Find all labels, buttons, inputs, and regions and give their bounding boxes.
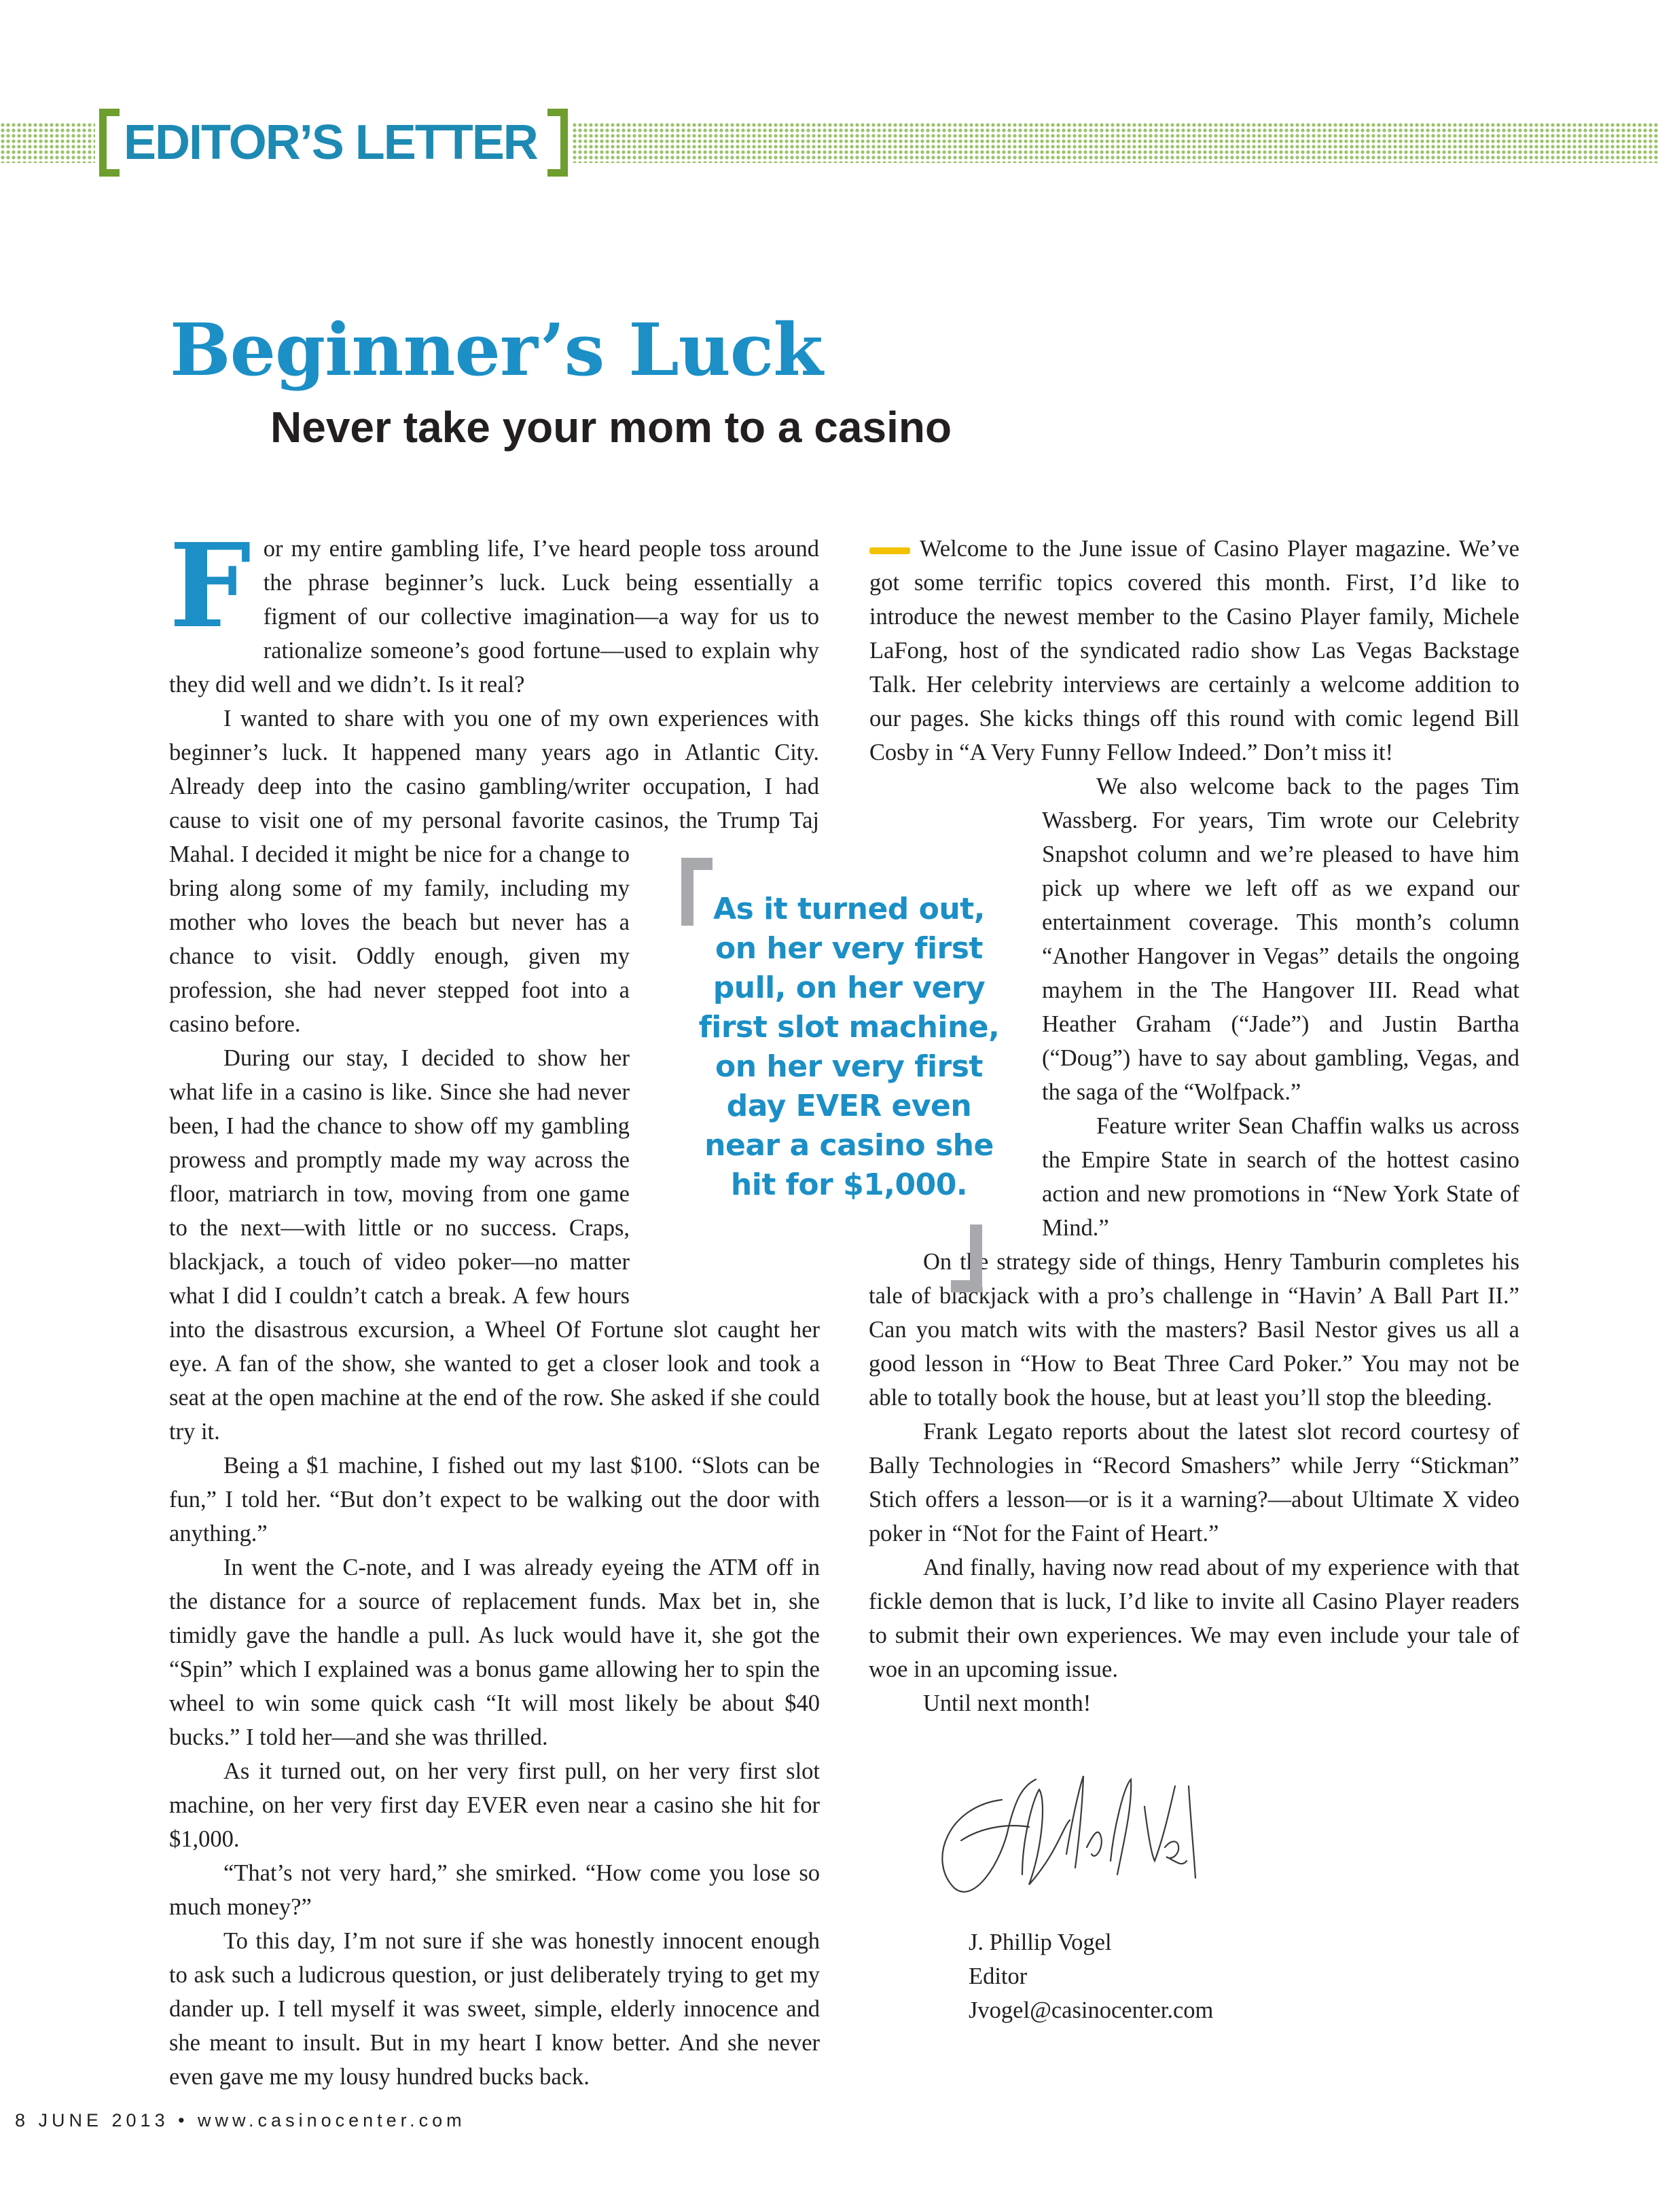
section-header — [0, 109, 1658, 177]
float-spacer — [819, 532, 820, 837]
body-paragraph: Being a $1 machine, I fished out my last $100. “Slots can be fun,” I told her. “But don’t expect to be walking out the door with anything.” — [169, 1453, 820, 1546]
body-paragraph: As it turned out, on her very first pull, on her very first slot machine, on her very first day EVER even near a casino she hit for $1,000. — [169, 1758, 820, 1852]
quote-mark-close — [951, 1225, 982, 1292]
body-paragraph: We also welcome back to the pages Tim Wassberg. For years, Tim wrote our Celebrity Snapshot column and we’re pleased to have him pick up where we left off as we expand our entertainment coverage. This month’s column “Another Hangover in Vegas” details the ongoing mayhem in the The Hangover III. Read what Heather Graham (“Jade”) and Justin Bartha (“Doug”) have to say about gambling, Vegas, and the saga of the “Wolfpack.” — [1042, 774, 1519, 1105]
body-paragraph — [869, 532, 1519, 769]
article-title: Beginner’s Luck — [170, 307, 823, 392]
body-paragraph: Feature writer Sean Chaffin walks us across the Empire State in search of the hottest casino action and new promotions in “New York State of Mind.” — [1042, 1113, 1519, 1241]
body-paragraph: or my entire gambling life, I’ve heard people toss around the phrase beginner’s luck. Luck being essentially a figment of our collective imagination—a way for us to rationalize someone’s good fortune—used to explain why they did well and we didn’t. Is it real? — [169, 536, 819, 697]
handwritten-signature — [920, 1759, 1206, 1929]
bracket-close — [547, 109, 568, 177]
dotted-rule-right — [572, 122, 1658, 163]
bracket-open — [99, 109, 120, 177]
body-text: Welcome to the June issue of Casino Player magazine. We’ve got some terrific topics covered this month. First, I’d like to introduce the newest member to the Casino Player family, Michele LaFong, host of the syndicated radio show Las Vegas Backstage Talk. Her celebrity interviews are certainly a welcome addition to our pages. She kicks things off this round with comic legend Bill Cosby in “A Very Funny Fellow Indeed.” Don’t miss it! — [869, 536, 1519, 765]
body-paragraph: During our stay, I decided to show her what life in a casino is like. Since she had never been, I had the chance to show off my gambling prowess and promptly made my way across the floor, matriarch in tow, moving from one game to the next—with little or no success. Craps, blackjack, a touch of video poker—no matter what I did I couldn’t catch a break. A few hours into the disastrous excursion, a Wheel Of Fortune slot caught her eye. A fan of the show, she wanted to get a closer look and took a seat at the open machine at the end of the row. She asked if she could try it. — [169, 1045, 820, 1445]
page-folio: 8 JUNE 2013 • www.casinocenter.com — [15, 2110, 466, 2131]
drop-cap: F — [169, 518, 251, 654]
section-label: EDITOR’S LETTER — [124, 115, 537, 170]
body-paragraph: Frank Legato reports about the latest slot record courtesy of Bally Technologies in “Record Smashers” while Jerry “Stickman” Stich offers a lesson—or is it a warning?—about Ultimate X video poker in “Not for the Faint of Heart.” — [869, 1419, 1519, 1546]
body-paragraph: To this day, I’m not sure if she was honestly innocent enough to ask such a ludicrous question, or just deliberately trying to get my dander up. I tell myself it was sweet, simple, elderly innocence and she meant to insult. But in my heart I know better. And she never even gave me my lousy hundred bucks back. — [169, 1928, 820, 2090]
body-paragraph: And finally, having now read about of my experience with that fickle demon that is luck, I’d like to invite all Casino Player readers to submit their own experiences. We may even include your tale of woe in an upcoming issue. — [869, 1555, 1519, 1682]
editor-email: Jvogel@casinocenter.com — [969, 1997, 1214, 2023]
body-paragraph: “That’s not very hard,” she smirked. “How come you lose so much money?” — [169, 1860, 820, 1920]
body-paragraph: I wanted to share with you one of my own experiences with beginner’s luck. It happened many years ago in Atlantic City. Already deep into the casino gambling/writer occupation, I had cause to visit one of my personal favorite casinos, the Trump Taj Mahal. I decided it might be nice for a change to bring along some of my family, including my mother who loves the beach but never has a chance to visit. Oddly enough, given my profession, she had never stepped foot into a casino before. — [169, 706, 819, 1037]
body-paragraph: Until next month! — [923, 1690, 1092, 1716]
dotted-rule-left — [0, 122, 95, 163]
pull-quote: As it turned out, on her very first pull, on her very first slot machine, on her very first day EVER even near a casino she hit for $1,000. — [698, 892, 1000, 1202]
body-paragraph: On the strategy side of things, Henry Tamburin completes his tale of blackjack with a pro’s challenge in “Havin’ A Ball Part II.” Can you match wits with the masters? Basil Nestor gives us all a good lesson in “How to Beat Three Card Poker.” You may not be able to totally book the house, but at least you’ll stop the bleeding. — [869, 1249, 1519, 1411]
editor-name: J. Phillip Vogel — [969, 1929, 1112, 1955]
dash-accent — [869, 547, 910, 554]
editor-role: Editor — [969, 1963, 1028, 1989]
signature-block — [969, 1925, 1213, 2027]
article-subtitle: Never take your mom to a casino — [270, 403, 952, 452]
body-paragraph: In went the C-note, and I was already eyeing the ATM off in the distance for a source of replacement funds. Max bet in, she timidly gave the handle a pull. As luck would have it, she got the “Spin” which I explained was a bonus game allowing her to spin the wheel to win some quick cash “It will most likely be about $40 bucks.” I told her—and she was thrilled. — [169, 1555, 820, 1750]
left-column — [169, 518, 820, 2094]
